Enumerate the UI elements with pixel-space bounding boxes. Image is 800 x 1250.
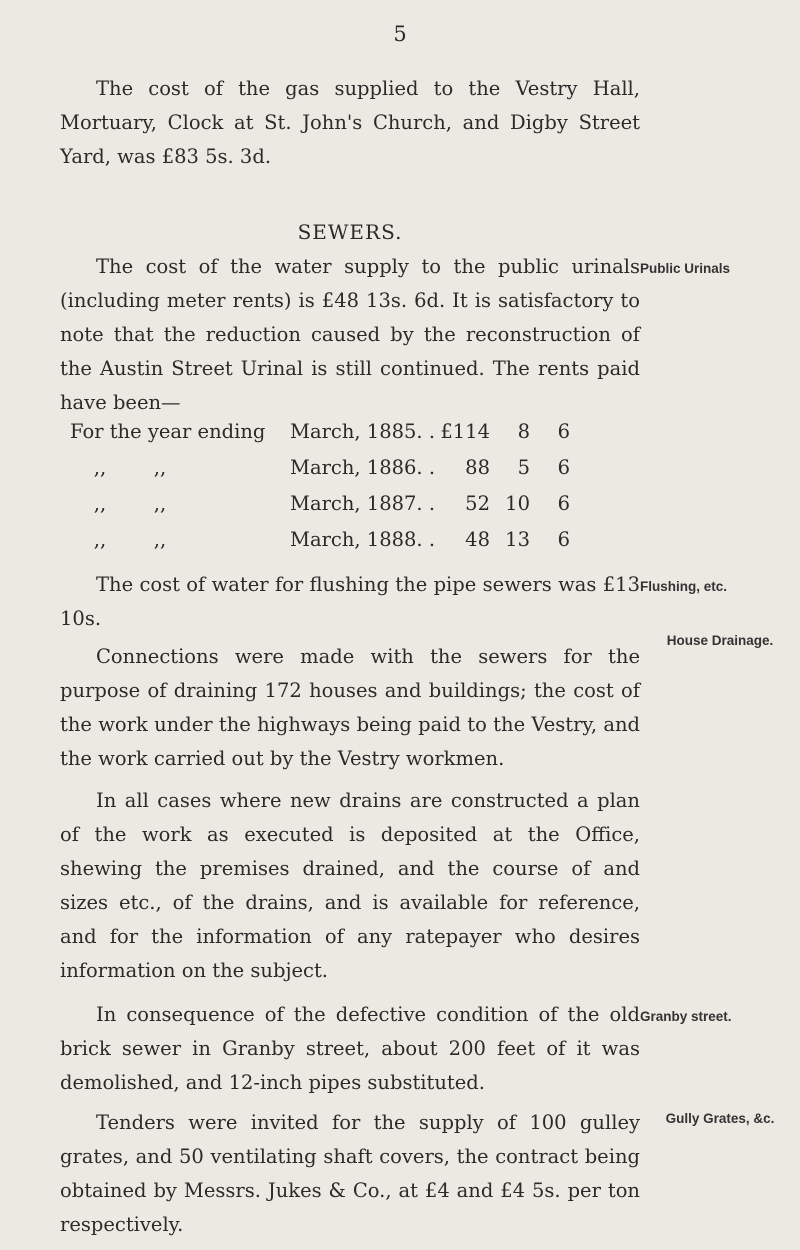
paragraph-public-urinals	[60, 250, 640, 420]
paragraph-text: In all cases where new drains are constructed a plan of the work as executed is deposited at the Office, shewing the premises drained, and the course of and sizes etc., of the drains, and is available for reference, and for the information of any ratepayer who desires information on the subject.	[60, 789, 640, 982]
paragraph-gully-grates	[60, 1106, 640, 1242]
paragraph-house-drainage	[60, 640, 640, 776]
row-pounds: 48	[465, 528, 490, 551]
row-shillings: 13	[505, 528, 530, 551]
ditto-mark: ,,	[93, 456, 107, 479]
paragraph-text: The cost of the water supply to the public urinals (including meter rents) is £48 13s. 6d. It is satisfactory to note that the reduction caused by the reconstruction of the Austin Street Urinal is still continued. The rents paid have been—	[60, 255, 640, 414]
margin-note-flushing: Flushing, etc.	[640, 579, 728, 594]
rents-table	[70, 420, 570, 564]
table-row	[70, 492, 570, 528]
row-label	[70, 456, 290, 492]
page-number: 5	[393, 22, 407, 46]
table-row	[70, 420, 570, 456]
row-month: March, 1887. .	[290, 492, 436, 515]
paragraph-flushing	[60, 568, 640, 636]
ditto-mark: ,,	[93, 528, 107, 551]
paragraph-text: The cost of the gas supplied to the Vestry Hall, Mortuary, Clock at St. John's Church, and Digby Street Yard, was £83 5s. 3d.	[60, 77, 640, 168]
row-pounds: £114	[440, 420, 490, 443]
margin-note-granby-street: Granby street.	[640, 1009, 732, 1024]
ditto-mark: ,,	[153, 492, 167, 515]
row-month: March, 1888. .	[290, 528, 436, 551]
paragraph-text: In consequence of the defective condition of the old brick sewer in Granby street, about 200 feet of it was demolished, and 12-inch pipes substituted.	[60, 1003, 640, 1094]
row-label	[70, 492, 290, 528]
row-pounds: 88	[465, 456, 490, 479]
row-shillings: 8	[517, 420, 530, 443]
section-heading-sewers: SEWERS.	[297, 220, 403, 244]
table-row	[70, 456, 570, 492]
row-pence: 6	[557, 492, 570, 515]
ditto-mark: ,,	[93, 492, 107, 515]
paragraph-gas-cost	[60, 72, 640, 174]
row-pence: 6	[557, 528, 570, 551]
paragraph-text: The cost of water for flushing the pipe sewers was £13 10s.	[60, 573, 640, 630]
paragraph-text: Connections were made with the sewers for the purpose of draining 172 houses and buildings; the cost of the work under the highways being paid to the Vestry, and the work carried out by the Vestry workmen.	[60, 645, 640, 770]
margin-note-gully-grates: Gully Grates, &c.	[665, 1111, 775, 1126]
ditto-mark: ,,	[153, 456, 167, 479]
row-shillings: 10	[505, 492, 530, 515]
paragraph-granby-street	[60, 998, 640, 1100]
row-label: For the year ending	[70, 420, 266, 443]
row-pounds: 52	[465, 492, 490, 515]
row-shillings: 5	[517, 456, 530, 479]
ditto-mark: ,,	[153, 528, 167, 551]
margin-note-house-drainage: House Drainage.	[666, 633, 774, 648]
row-pence: 6	[557, 456, 570, 479]
paragraph-text: Tenders were invited for the supply of 100 gulley grates, and 50 ventilating shaft covers, the contract being obtained by Messrs. Jukes & Co., at £4 and £4 5s. per ton respectively.	[60, 1111, 640, 1236]
margin-note-public-urinals: Public Urinals	[640, 261, 731, 276]
row-pence: 6	[557, 420, 570, 443]
paragraph-drain-plans	[60, 784, 640, 988]
row-label	[70, 528, 290, 564]
table-row	[70, 528, 570, 564]
row-month: March, 1886. .	[290, 456, 436, 479]
row-month: March, 1885. .	[290, 420, 436, 443]
